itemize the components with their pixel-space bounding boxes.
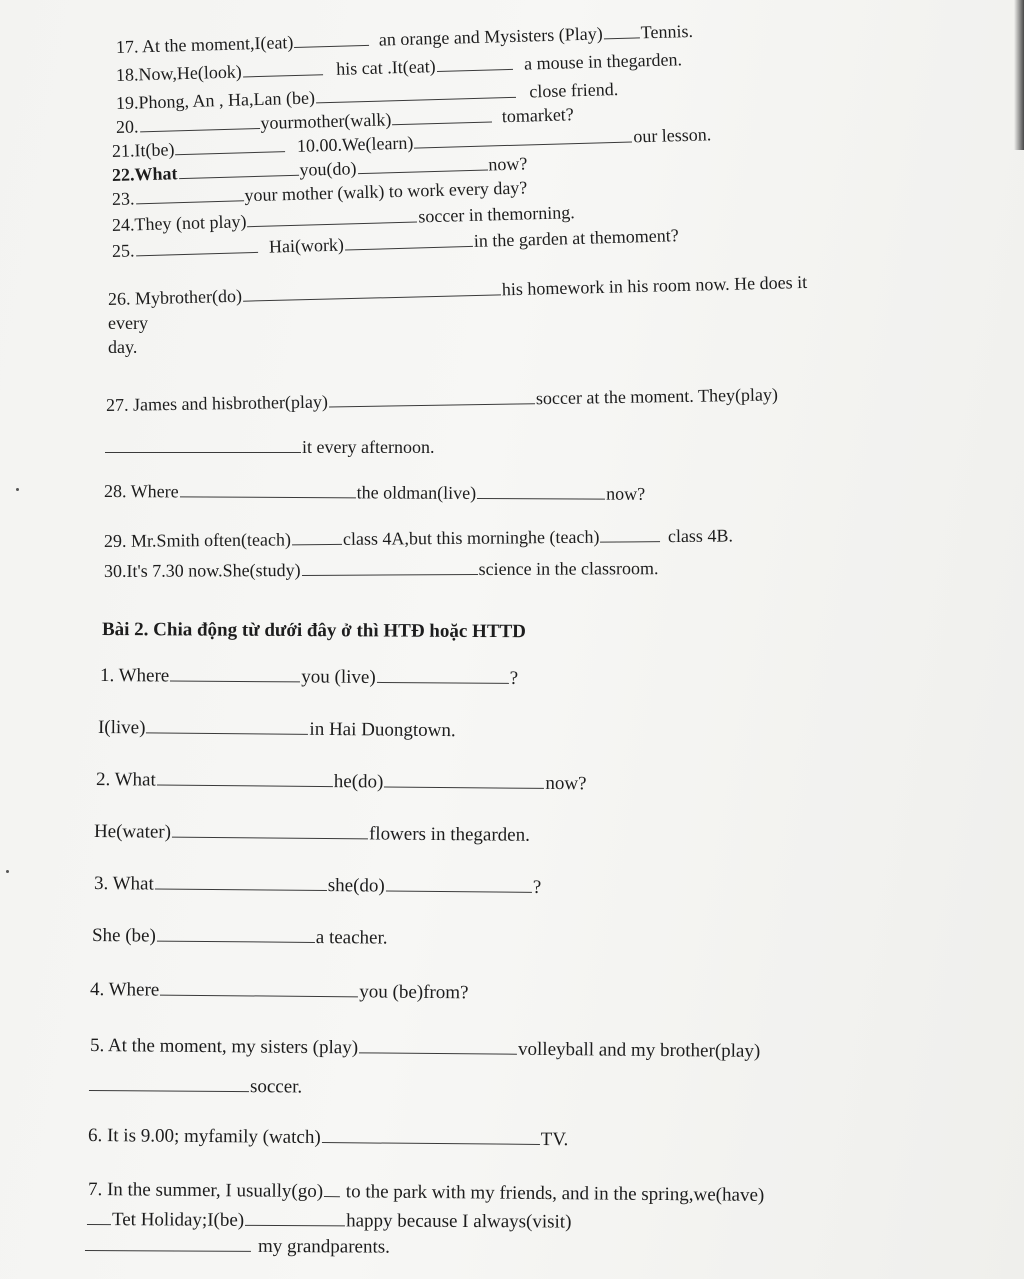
- question-26: [108, 273, 808, 308]
- answer-blank[interactable]: [294, 44, 369, 48]
- ex2-q3-text: 3. What: [93, 873, 154, 895]
- ex2-q2-text: 2. What: [95, 769, 156, 791]
- q25-text: 25.: [111, 240, 135, 261]
- answer-blank[interactable]: [600, 540, 660, 543]
- answer-blank[interactable]: [384, 786, 544, 789]
- ex2-a1-text: I(live): [97, 717, 146, 739]
- answer-blank[interactable]: [180, 495, 356, 498]
- q27-text-3: it every afternoon.: [302, 437, 435, 457]
- ex2-q2-text-3: now?: [545, 772, 587, 795]
- q28-text: 28. Where: [103, 481, 179, 502]
- question-30: [104, 559, 659, 580]
- q17-text-2: an orange and Mysisters (Play): [378, 23, 603, 50]
- answer-blank[interactable]: [604, 36, 640, 39]
- answer-blank[interactable]: [414, 140, 632, 148]
- answer-blank[interactable]: [345, 245, 473, 251]
- answer-blank[interactable]: [302, 573, 478, 576]
- ex2-q3-text-2: she(do): [327, 875, 385, 897]
- ex2-q5-text: 5. At the moment, my sisters (play): [89, 1035, 359, 1059]
- question-2-1: [100, 666, 518, 688]
- answer-blank[interactable]: [105, 451, 301, 453]
- answer-blank[interactable]: [437, 68, 513, 72]
- q20-text-3: tomarket?: [501, 104, 575, 127]
- q17-text: 17. At the moment,I(eat): [115, 32, 294, 57]
- question-2-7: [88, 1180, 764, 1205]
- q22-text: 22.What: [111, 163, 178, 185]
- ex2-q4-text-2: you (be)from?: [359, 981, 469, 1004]
- page-edge-shadow: [1014, 0, 1024, 150]
- question-2-7-cont-2: [84, 1236, 390, 1257]
- answer-blank[interactable]: [248, 220, 418, 227]
- answer-blank[interactable]: [377, 681, 509, 684]
- q20-text-2: yourmother(walk): [260, 109, 392, 133]
- q30-text-2: science in the classroom.: [478, 558, 659, 580]
- answer-2-1: [98, 718, 456, 740]
- answer-blank[interactable]: [329, 402, 535, 407]
- answer-blank[interactable]: [157, 784, 333, 788]
- ex2-q7-text-4: happy because I always(visit): [346, 1210, 572, 1233]
- q27-text-2: soccer at the moment. They(play): [535, 384, 779, 409]
- answer-blank[interactable]: [359, 1051, 517, 1054]
- ex2-a2-text-2: flowers in thegarden.: [368, 823, 531, 846]
- answer-blank[interactable]: [292, 543, 342, 545]
- q18-text: 18.Now,He(look): [115, 61, 243, 85]
- answer-blank[interactable]: [176, 150, 286, 155]
- q24-text-2: soccer in themorning.: [418, 202, 576, 227]
- ex2-a3-text: She (be): [91, 925, 156, 947]
- question-2-7-cont: [86, 1210, 572, 1232]
- ex2-q1-text: 1. Where: [99, 665, 170, 687]
- answer-blank[interactable]: [89, 1089, 249, 1092]
- answer-blank[interactable]: [243, 293, 501, 301]
- answer-blank[interactable]: [243, 73, 323, 77]
- section-title: Bài 2. Chia động từ dưới đây ở thì HTĐ hoặc HTTD: [101, 619, 526, 643]
- q30-text: 30.It's 7.30 now.She(study): [103, 559, 301, 581]
- ex2-q5-text-2: volleyball and my brother(play): [517, 1038, 761, 1062]
- q26-text-2: his homework in his room now. He does it: [501, 271, 808, 300]
- answer-blank[interactable]: [155, 888, 327, 892]
- answer-blank[interactable]: [358, 169, 488, 175]
- answer-2-3: [92, 926, 388, 948]
- answer-2-2: [94, 822, 530, 845]
- q19-text: 19.Phong, An , Ha,Lan (be): [115, 87, 316, 113]
- ex2-q4-text: 4. Where: [89, 979, 160, 1001]
- q21-text-3: our lesson.: [633, 124, 712, 147]
- answer-blank[interactable]: [179, 174, 299, 179]
- answer-blank[interactable]: [136, 199, 244, 204]
- q25-text-3: in the garden at themoment?: [473, 225, 679, 251]
- answer-blank[interactable]: [85, 1249, 251, 1252]
- answer-blank[interactable]: [170, 679, 300, 682]
- question-27-cont: [104, 438, 434, 456]
- ex2-q7-text: 7. In the summer, I usually(go): [87, 1179, 324, 1203]
- answer-blank[interactable]: [87, 1223, 111, 1225]
- ex2-a2-text: He(water): [93, 821, 172, 843]
- ex2-q6-text: 6. It is 9.00; myfamily (watch): [87, 1125, 321, 1149]
- answer-blank[interactable]: [386, 890, 532, 893]
- answer-blank[interactable]: [140, 127, 260, 132]
- q27-text: 27. James and hisbrother(play): [105, 391, 329, 415]
- question-28: [104, 482, 645, 503]
- question-2-3: [94, 874, 541, 897]
- q26-text-4: day.: [108, 337, 138, 357]
- q18-text-3: a mouse in thegarden.: [523, 49, 683, 74]
- answer-blank[interactable]: [172, 836, 368, 840]
- q28-text-2: the oldman(live): [356, 482, 477, 503]
- answer-blank[interactable]: [157, 940, 315, 943]
- answer-blank[interactable]: [392, 120, 492, 125]
- ex2-q1-text-3: ?: [509, 667, 519, 689]
- answer-blank[interactable]: [160, 994, 358, 998]
- speck: [16, 488, 19, 491]
- speck: [6, 870, 9, 873]
- ex2-q7-text-5: my grandparents.: [257, 1235, 390, 1258]
- question-27: [106, 385, 778, 414]
- q22-text-3: now?: [488, 153, 528, 175]
- q18-text-2: his cat .It(eat): [335, 56, 436, 79]
- ex2-q6-text-2: TV.: [540, 1128, 569, 1151]
- question-2-5-cont: [88, 1076, 302, 1096]
- ex2-q3-text-3: ?: [532, 876, 542, 898]
- q21-text: 21.It(be): [111, 139, 175, 161]
- q28-text-3: now?: [606, 483, 646, 504]
- question-2-6: [88, 1126, 569, 1149]
- question-29: [104, 527, 733, 550]
- answer-blank[interactable]: [316, 96, 516, 104]
- q19-text-2: close friend.: [529, 78, 619, 102]
- answer-blank[interactable]: [322, 1141, 540, 1145]
- answer-blank[interactable]: [477, 497, 605, 500]
- q26-text-3: every: [108, 313, 148, 333]
- ex2-q1-text-2: you (live): [301, 666, 376, 688]
- section-2-title: [102, 620, 526, 641]
- q20-text: 20.: [115, 116, 139, 137]
- ex2-a1-text-2: in Hai Duongtown.: [309, 718, 456, 742]
- q29-text-3: class 4B.: [667, 525, 733, 547]
- q22-text-2: you(do): [299, 158, 357, 180]
- ex2-q5-text-3: soccer.: [249, 1076, 303, 1098]
- question-2-5: [90, 1036, 760, 1061]
- q21-text-2: 10.00.We(learn): [296, 132, 414, 156]
- ex2-a3-text-2: a teacher.: [315, 926, 388, 949]
- answer-blank[interactable]: [136, 251, 258, 256]
- question-2-4: [90, 980, 469, 1002]
- q26-text: 26. Mybrother(do): [107, 285, 243, 309]
- question-2-2: [96, 770, 587, 793]
- ex2-q7-text-2: to the park with my friends, and in the spring,we(have): [341, 1181, 765, 1206]
- q23-text: 23.: [111, 188, 135, 209]
- q29-text-2: class 4A,but this morninghe (teach): [342, 526, 600, 549]
- answer-blank[interactable]: [245, 1224, 345, 1227]
- answer-blank[interactable]: [324, 1195, 340, 1197]
- q25-text-2: Hai(work): [268, 234, 345, 257]
- answer-blank[interactable]: [146, 731, 308, 734]
- question-26-cont: [108, 314, 148, 332]
- q23-text-2: your mother (walk) to work every day?: [244, 177, 528, 206]
- ex2-q7-text-3: Tet Holiday;I(be): [111, 1209, 245, 1231]
- q29-text: 29. Mr.Smith often(teach): [103, 529, 292, 551]
- q17-text-3: Tennis.: [640, 20, 694, 43]
- ex2-q2-text-2: he(do): [333, 771, 384, 793]
- question-26-cont-2: [108, 338, 137, 356]
- q24-text: 24.They (not play): [111, 211, 247, 235]
